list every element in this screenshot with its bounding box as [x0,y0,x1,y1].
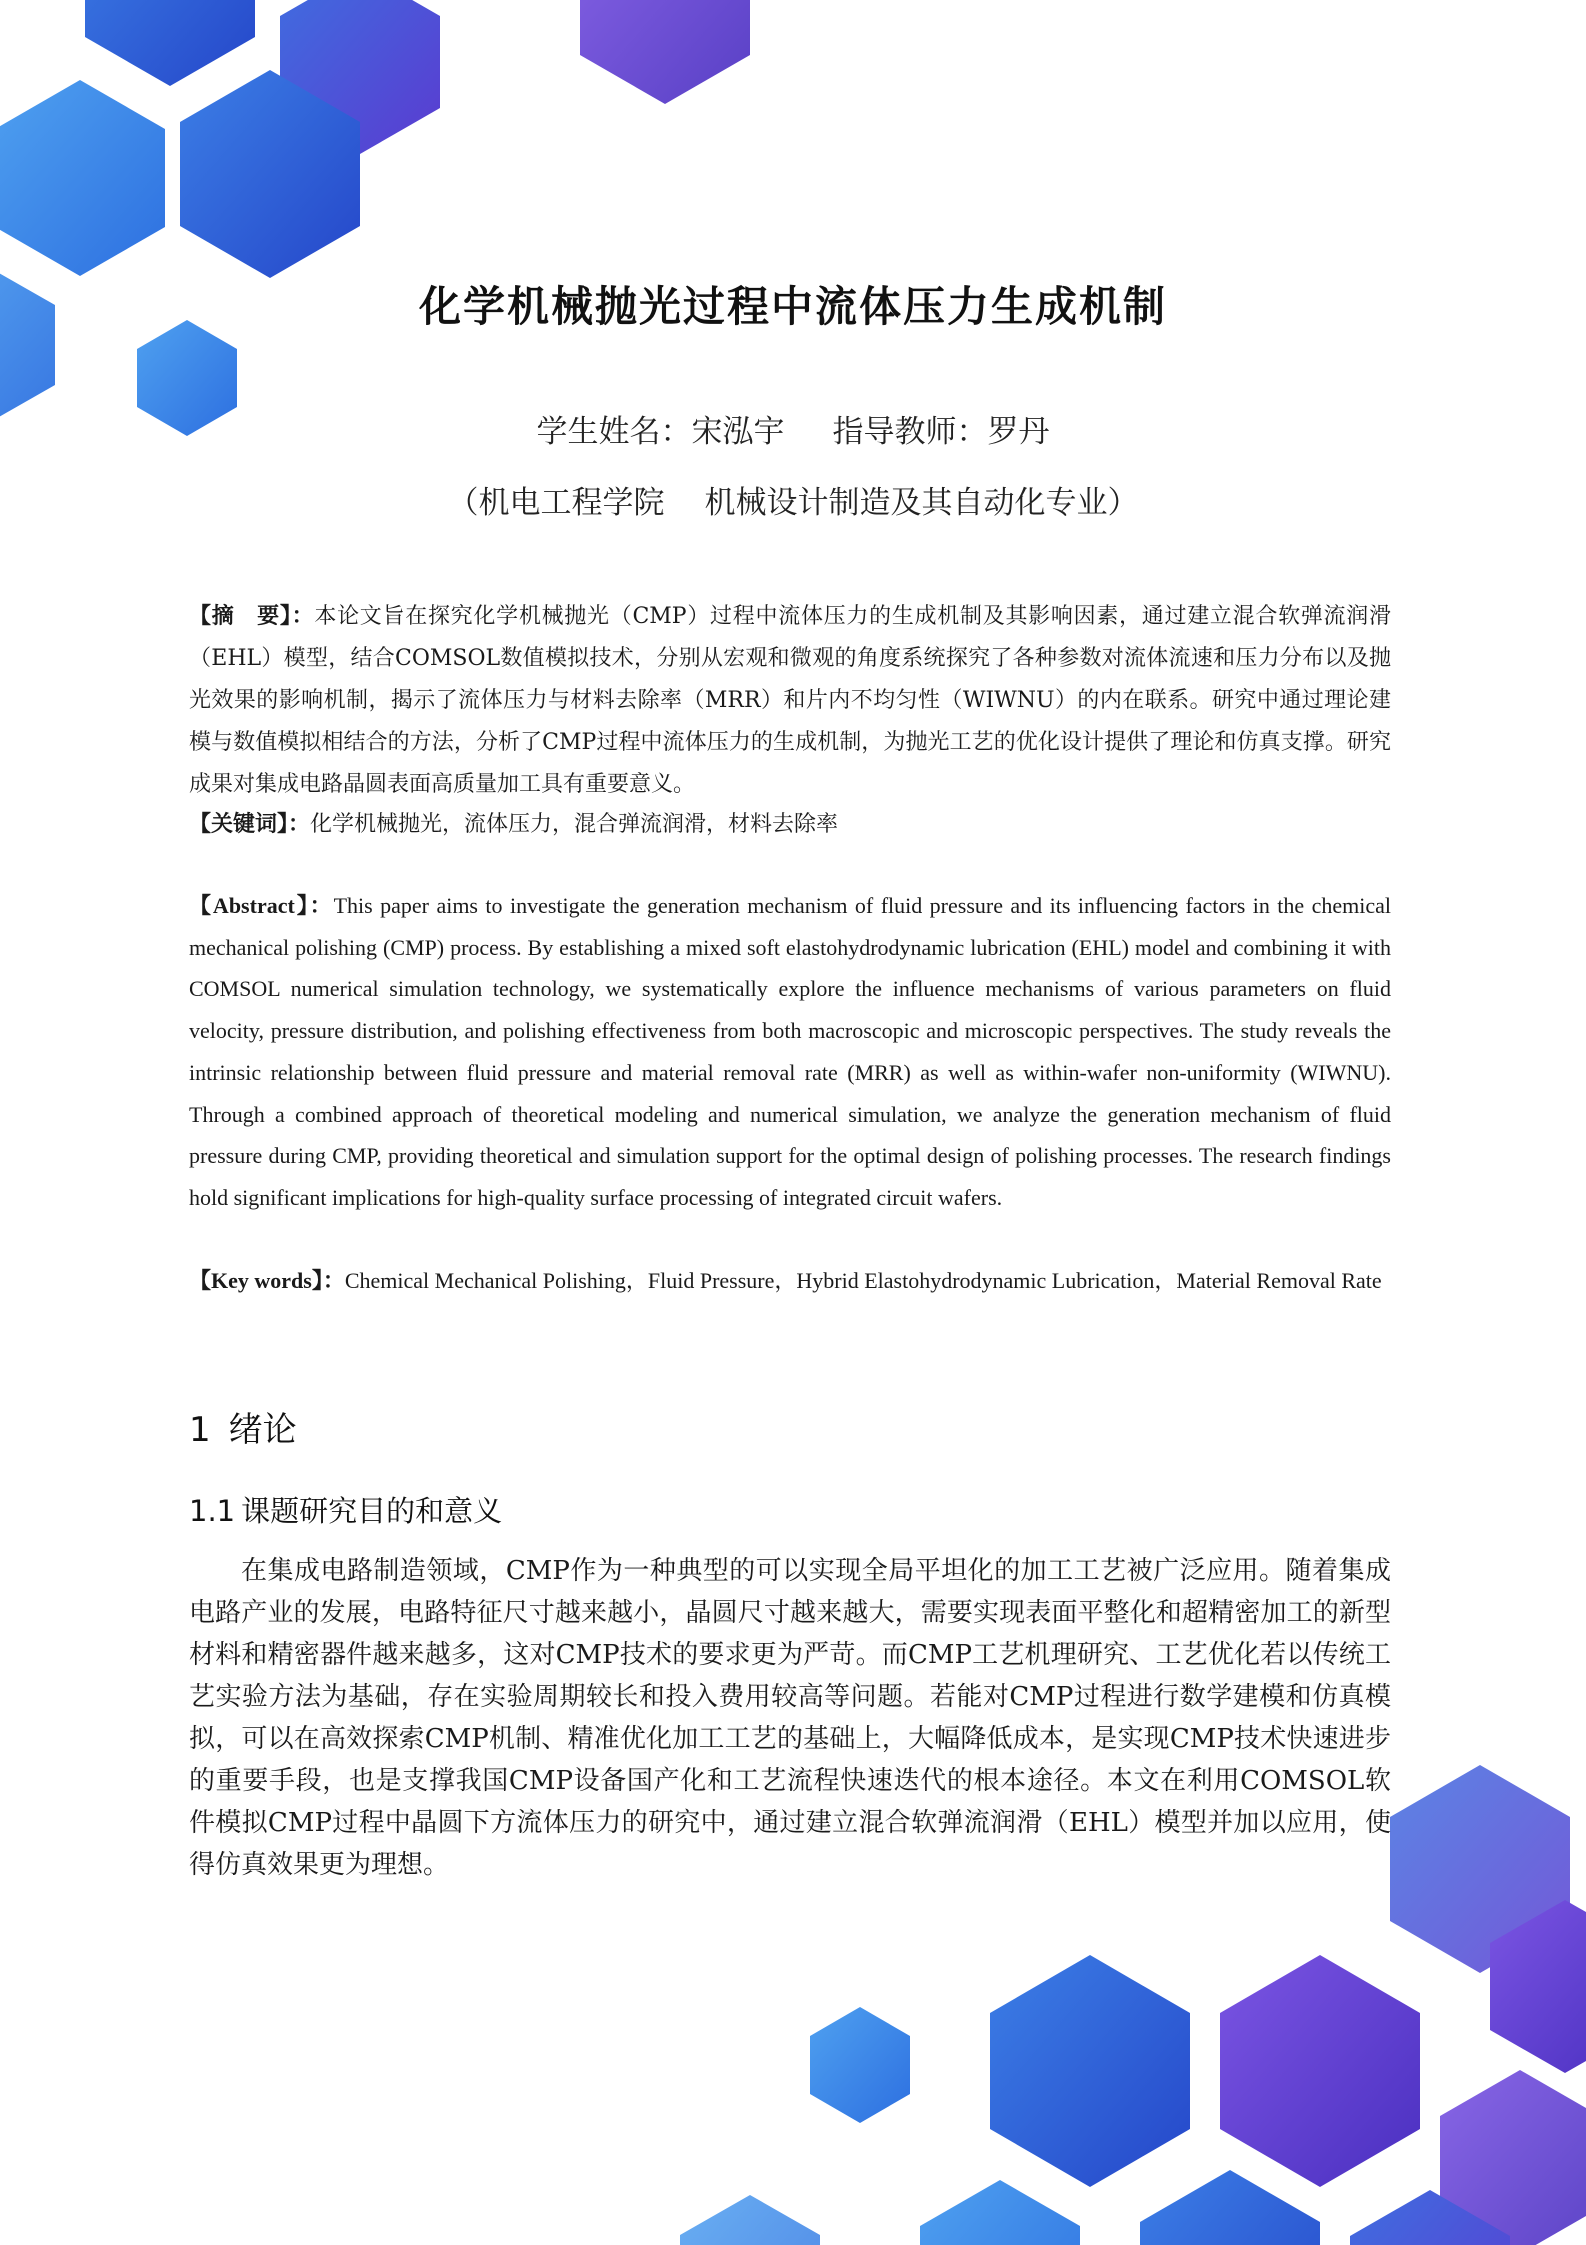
section-1-1-number: 1.1 [189,1494,236,1528]
abstract-english [189,885,1391,1219]
advisor-label: 指导教师： [832,414,988,450]
keywords-english [189,1260,1391,1302]
advisor-name: 罗丹 [987,414,1050,450]
abstract-cn-label: 【摘 要】： [189,604,315,629]
section-1-1-heading [189,1489,502,1530]
paper-title: 化学机械抛光过程中流体压力生成机制 [418,282,1167,331]
section-1-number: 1 [189,1410,211,1450]
section-1-title: 绪论 [228,1410,297,1450]
keywords-chinese [189,804,1391,846]
major-name: 机械设计制造及其自动化专业 [704,485,1108,521]
affiliation-open-paren: （ [447,485,479,521]
abstract-en-label: 【Abstract】： [189,893,334,918]
keywords-en-label: 【Key words】： [189,1268,345,1293]
abstract-chinese [189,596,1391,806]
student-name: 宋泓宇 [691,414,785,450]
author-line [0,406,1586,451]
affiliation-line [0,477,1586,522]
keywords-en-text: Chemical Mechanical Polishing，Fluid Pressure，Hybrid Elastohydrodynamic Lubrication，Material Removal Rate [344,1268,1382,1293]
student-label: 学生姓名： [536,414,692,450]
keywords-cn-label: 【关键词】： [189,812,311,837]
keywords-cn-text: 化学机械抛光，流体压力，混合弹流润滑，材料去除率 [310,812,839,837]
section-1-heading [189,1402,297,1451]
school-name: 机电工程学院 [478,485,665,521]
section-1-1-title: 课题研究目的和意义 [241,1494,503,1528]
abstract-en-text: This paper aims to investigate the generation mechanism of fluid pressure and its influencing factors in the chemical mechanical polishing (CMP) process. By establishing a mixed soft elastohydrodynamic lubrication (EHL) model and combining it with COMSOL numerical simulation technology, we systematically explore the influence mechanisms of various parameters on fluid velocity, pressure distribution, and polishing effectiveness from both macroscopic and microscopic perspectives. The study reveals the intrinsic relationship between fluid pressure and material removal rate (MRR) as well as within-wafer non-uniformity (WIWNU). Through a combined approach of theoretical modeling and numerical simulation, we analyze the generation mechanism of fluid pressure during CMP, providing theoretical and simulation support for the optimal design of polishing processes. The research findings hold significant implications for high-quality surface processing of integrated circuit wafers. [189,893,1391,1210]
abstract-cn-text: 本论文旨在探究化学机械抛光（CMP）过程中流体压力的生成机制及其影响因素，通过建立混合软弹流润滑（EHL）模型，结合COMSOL数值模拟技术，分别从宏观和微观的角度系统探究了各种参数对流体流速和压力分布以及抛光效果的影响机制，揭示了流体压力与材料去除率（MRR）和片内不均匀性（WIWNU）的内在联系。研究中通过理论建模与数值模拟相结合的方法，分析了CMP过程中流体压力的生成机制，为抛光工艺的优化设计提供了理论和仿真支撑。研究成果对集成电路晶圆表面高质量加工具有重要意义。 [189,604,1391,797]
section-1-1-paragraph: 在集成电路制造领域，CMP作为一种典型的可以实现全局平坦化的加工工艺被广泛应用。随着集成电路产业的发展，电路特征尺寸越来越小，晶圆尺寸越来越大，需要实现表面平整化和超精密加工的新型材料和精密器件越来越多，这对CMP技术的要求更为严苛。而CMP工艺机理研究、工艺优化若以传统工艺实验方法为基础，存在实验周期较长和投入费用较高等问题。若能对CMP过程进行数学建模和仿真模拟，可以在高效探索CMP机制、精准优化加工工艺的基础上，大幅降低成本，是实现CMP技术快速进步的重要手段，也是支撑我国CMP设备国产化和工艺流程快速迭代的根本途径。本文在利用COMSOL软件模拟CMP过程中晶圆下方流体压力的研究中，通过建立混合软弹流润滑（EHL）模型并加以应用，使得仿真效果更为理想。 [189,1556,1391,1880]
affiliation-close-paren: ） [1107,485,1139,521]
